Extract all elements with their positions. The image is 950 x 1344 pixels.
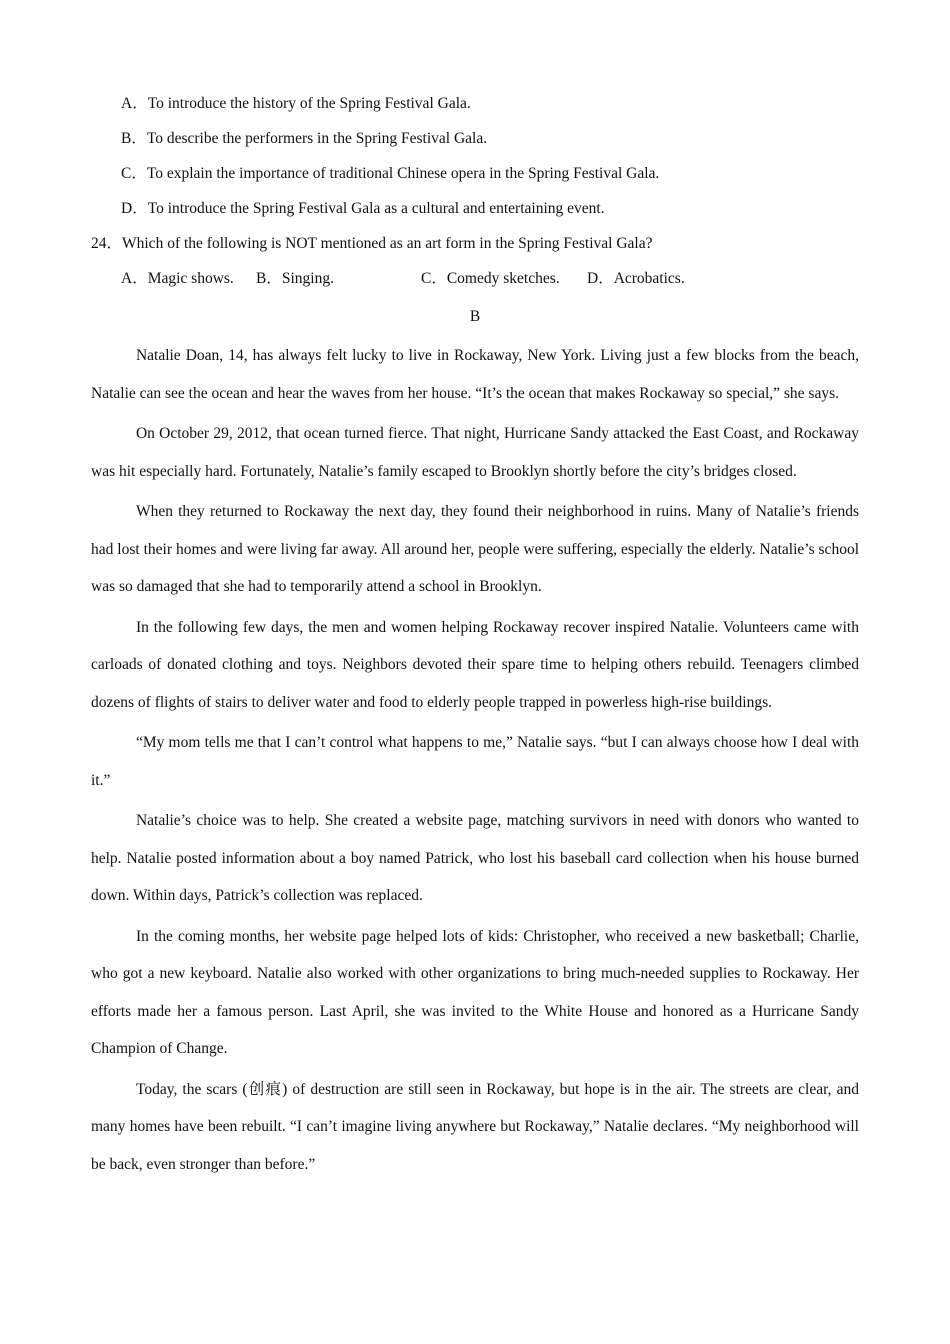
question-23-options <box>91 88 859 228</box>
paragraph: Natalie’s choice was to help. She created a website page, matching survivors in need with donors who wanted to help. Natalie posted information about a boy named Patrick, who lost his baseball card collection when his house burned down. Within days, Patrick’s collection was replaced. <box>91 812 859 904</box>
option-a: A．To introduce the history of the Spring Festival Gala. <box>121 95 471 112</box>
q24-option-d: D．Acrobatics. <box>587 270 685 287</box>
document-page <box>91 88 859 1183</box>
q24-option-c: C．Comedy sketches. <box>421 270 560 287</box>
paragraph: When they returned to Rockaway the next day, they found their neighborhood in ruins. Many of Natalie’s friends had lost their homes and were living far away. All around her, people were suffering, especially the elderly. Natalie’s school was so damaged that she had to temporarily attend a school in Brooklyn. <box>91 503 859 595</box>
paragraph: Today, the scars (创痕) of destruction are still seen in Rockaway, but hope is in the air. The streets are clear, and many homes have been rebuilt. “I can’t imagine living anywhere but Rockaway,” Natalie declares. “My neighborhood will be back, even stronger than before.” <box>91 1080 859 1173</box>
section-title: B <box>469 308 481 325</box>
option-c: C．To explain the importance of traditional Chinese opera in the Spring Festival Gala. <box>121 165 660 182</box>
paragraph: Natalie Doan, 14, has always felt lucky to live in Rockaway, New York. Living just a few blocks from the beach, Natalie can see the ocean and hear the waves from her house. “It’s the ocean that makes Rockaway so special,” she says. <box>91 347 859 402</box>
option-d: D．To introduce the Spring Festival Gala as a cultural and entertaining event. <box>121 200 605 217</box>
option-b: B．To describe the performers in the Spring Festival Gala. <box>121 130 488 147</box>
passage <box>91 334 859 1183</box>
paragraph: In the coming months, her website page helped lots of kids: Christopher, who received a new basketball; Charlie, who got a new keyboard. Natalie also worked with other organizations to bring much-needed supplies to Rockaway. Her efforts made her a famous person. Last April, she was invited to the White House and honored as a Hurricane Sandy Champion of Change. <box>91 927 859 1057</box>
question-24-options <box>91 263 859 299</box>
question-24: 24．Which of the following is NOT mentioned as an art form in the Spring Festival Gala? <box>91 235 653 252</box>
q24-option-b: B．Singing. <box>256 270 334 287</box>
q24-option-a: A．Magic shows. <box>121 270 234 287</box>
paragraph: In the following few days, the men and women helping Rockaway recover inspired Natalie. Volunteers came with carloads of donated clothing and toys. Neighbors devoted their spare time to helping others rebuild. Teenagers climbed dozens of flights of stairs to deliver water and food to elderly people trapped in powerless high-rise buildings. <box>91 618 859 711</box>
paragraph: “My mom tells me that I can’t control what happens to me,” Natalie says. “but I can always choose how I deal with it.” <box>91 734 859 789</box>
paragraph: On October 29, 2012, that ocean turned fierce. That night, Hurricane Sandy attacked the East Coast, and Rockaway was hit especially hard. Fortunately, Natalie’s family escaped to Brooklyn shortly before the city’s bridges closed. <box>91 425 859 480</box>
